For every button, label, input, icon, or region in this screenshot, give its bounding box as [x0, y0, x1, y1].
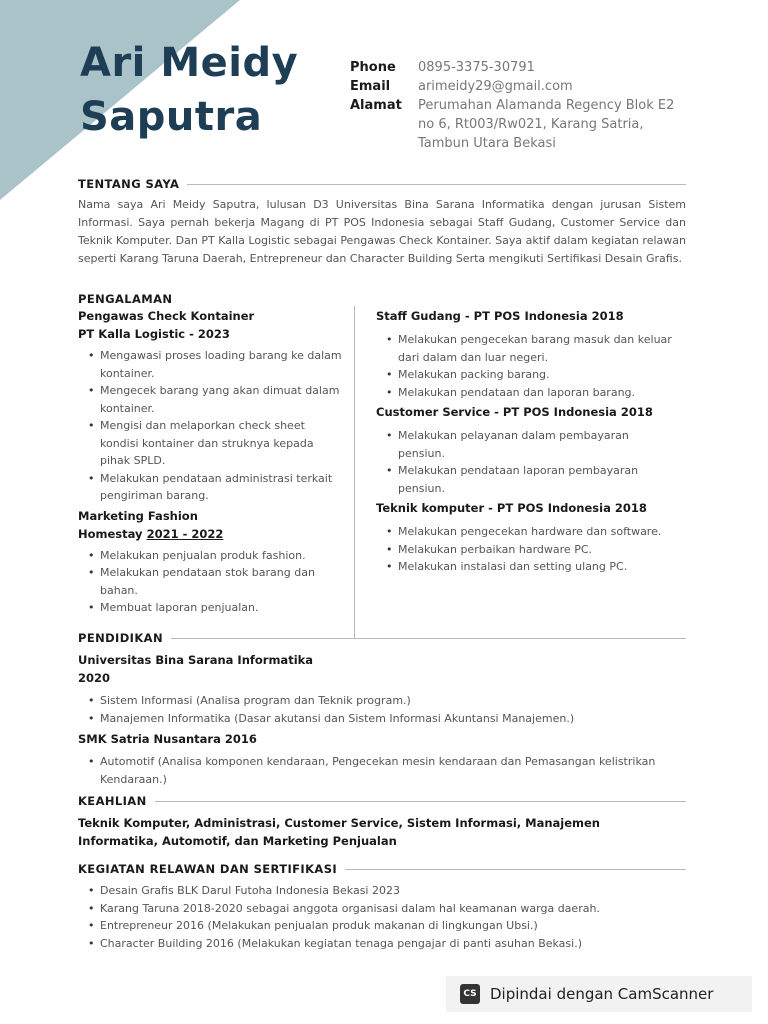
volunteer-list: [78, 882, 686, 952]
camscanner-text: Dipindai dengan CamScanner: [490, 985, 714, 1003]
section-rule: [187, 184, 686, 185]
education-title: [78, 651, 686, 687]
volunteer-section: [78, 862, 686, 954]
resume-name: [80, 36, 298, 144]
contact-email: [350, 77, 688, 96]
job-company: [78, 525, 346, 543]
section-heading-text: PENGALAMAN: [78, 292, 173, 306]
contact-block: [350, 58, 688, 153]
section-heading-text: KEGIATAN RELAWAN DAN SERTIFIKASI: [78, 862, 338, 876]
list-item: • Melakukan perbaikan hardware PC.: [376, 541, 676, 559]
camscanner-icon: CS: [460, 984, 480, 1004]
section-heading: [78, 794, 686, 808]
contact-phone: [350, 58, 688, 77]
list-item: • Melakukan pendataan dan laporan barang.: [376, 384, 676, 402]
list-item: • Desain Grafis BLK Darul Futoha Indonesia Bekasi 2023: [78, 882, 686, 900]
education-title: [78, 730, 686, 748]
section-heading-text: KEAHLIAN: [78, 794, 147, 808]
section-rule: [171, 638, 686, 639]
list-item: • Membuat laporan penjualan.: [78, 599, 346, 617]
job-title: Teknik komputer - PT POS Indonesia 2018: [376, 501, 647, 515]
section-heading: [78, 177, 686, 191]
section-heading: [78, 631, 686, 645]
name-first: Ari Meidy: [80, 40, 299, 86]
contact-value: arimeidy29@gmail.com: [418, 79, 573, 94]
school-year: 2020: [78, 671, 111, 685]
job-title: [78, 307, 346, 343]
job-title: Customer Service - PT POS Indonesia 2018: [376, 405, 653, 419]
list-item: • Mengecek barang yang akan dimuat dalam kontainer.: [78, 382, 346, 417]
list-item: • Melakukan pengecekan barang masuk dan keluar dari dalam dan luar negeri.: [376, 331, 676, 366]
job-title: [78, 507, 346, 543]
job-company-name: Homestay: [78, 526, 147, 541]
list-item: • Karang Taruna 2018-2020 sebagai anggota organisasi dalam hal keamanan warga daerah.: [78, 900, 686, 918]
job-duties: [376, 331, 676, 401]
job-position: Marketing Fashion: [78, 508, 198, 523]
list-item: • Character Building 2016 (Melakukan kegiatan tenaga pengajar di panti asuhan Bekasi.): [78, 935, 686, 953]
job-duties: [376, 427, 676, 497]
list-item: • Entrepreneur 2016 (Melakukan penjualan produk makanan di lingkungan Ubsi.): [78, 917, 686, 935]
school-name: Universitas Bina Sarana Informatika: [78, 653, 314, 667]
section-heading: [78, 862, 686, 876]
skills-section: [78, 794, 686, 850]
list-item: • Sistem Informasi (Analisa program dan Teknik program.): [78, 692, 686, 710]
job-title: Staff Gudang - PT POS Indonesia 2018: [376, 309, 624, 323]
name-last: Saputra: [80, 94, 263, 140]
list-item: • Manajemen Informatika (Dasar akutansi dan Sistem Informasi Akuntansi Manajemen.): [78, 710, 686, 728]
experience-left-column: [78, 307, 346, 619]
list-item: • Melakukan pendataan stok barang dan bahan.: [78, 564, 346, 599]
education-section: [78, 631, 686, 790]
education-details: [78, 753, 686, 788]
skills-text: Teknik Komputer, Administrasi, Customer Service, Sistem Informasi, Manajemen Informatika, Automotif, dan Marketing Penjualan: [78, 816, 600, 848]
section-heading: [78, 292, 686, 306]
contact-address: [350, 96, 688, 153]
job-position: Pengawas Check Kontainer: [78, 309, 255, 323]
list-item: • Melakukan penjualan produk fashion.: [78, 547, 346, 565]
list-item: • Melakukan pendataan administrasi terkait pengiriman barang.: [78, 470, 346, 505]
list-item: • Melakukan pendataan laporan pembayaran pensiun.: [376, 462, 676, 497]
contact-label: Alamat: [350, 98, 402, 113]
school-name: SMK Satria Nusantara 2016: [78, 732, 257, 746]
section-rule: [155, 801, 686, 802]
section-heading-text: PENDIDIKAN: [78, 631, 163, 645]
list-item: • Automotif (Analisa komponen kendaraan, Pengecekan mesin kendaraan dan Pemasangan kelistrikan Kendaraan.): [78, 753, 686, 788]
education-details: [78, 692, 686, 727]
job-company: PT Kalla Logistic - 2023: [78, 327, 230, 341]
job-duties: [78, 347, 346, 505]
list-item: • Mengawasi proses loading barang ke dalam kontainer.: [78, 347, 346, 382]
list-item: • Melakukan instalasi dan setting ulang PC.: [376, 558, 676, 576]
contact-value: Perumahan Alamanda Regency Blok E2 no 6, Rt003/Rw021, Karang Satria, Tambun Utara Bekasi: [418, 98, 675, 151]
about-section: [78, 177, 686, 268]
list-item: • Melakukan packing barang.: [376, 366, 676, 384]
camscanner-watermark: [446, 976, 752, 1012]
job-duties: [78, 547, 346, 617]
list-item: • Melakukan pengecekan hardware dan software.: [376, 523, 676, 541]
experience-section: [78, 292, 686, 306]
contact-value: 0895-3375-30791: [418, 60, 535, 75]
experience-right-column: [376, 307, 676, 578]
section-rule: [345, 869, 686, 870]
section-heading-text: TENTANG SAYA: [78, 177, 180, 191]
job-duties: [376, 523, 676, 576]
contact-label: Phone: [350, 60, 396, 75]
job-years: 2021 - 2022: [146, 526, 224, 541]
about-text: Nama saya Ari Meidy Saputra, lulusan D3 Universitas Bina Sarana Informatika dengan jurusan Sistem Informasi. Saya pernah bekerja Magang di PT POS Indonesia sebagai Staff Gudang, Customer Service dan Teknik Komputer. Dan PT Kalla Logistic sebagai Pengawas Check Kontainer. Saya aktif dalam kegiatan relawan seperti Karang Taruna Daerah, Entrepreneur dan Character Building Serta mengikuti Sertifikasi Desain Grafis.: [78, 198, 686, 265]
experience-column-divider: [354, 306, 355, 638]
list-item: • Mengisi dan melaporkan check sheet kondisi kontainer dan struknya kepada pihak SPLD.: [78, 417, 346, 470]
list-item: • Melakukan pelayanan dalam pembayaran pensiun.: [376, 427, 676, 462]
contact-label: Email: [350, 79, 391, 94]
